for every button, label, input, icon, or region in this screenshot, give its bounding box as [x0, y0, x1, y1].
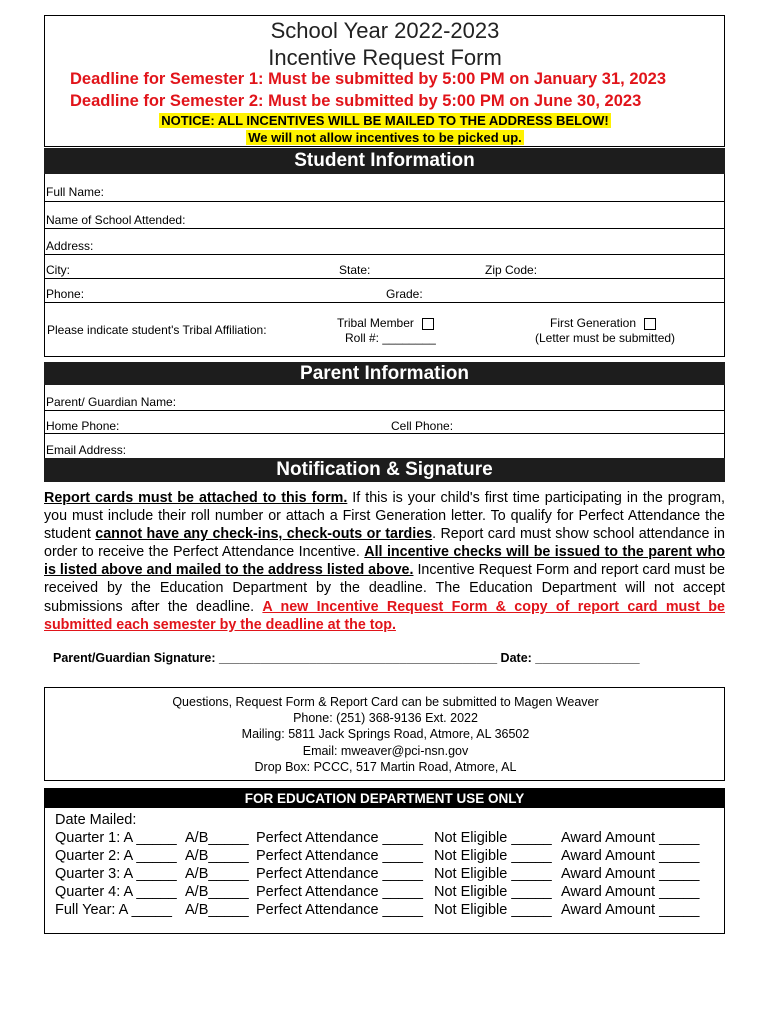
tribal-member-option[interactable]: Tribal Member	[337, 316, 434, 330]
field-address[interactable]: Address:	[44, 229, 725, 255]
field-parent-name[interactable]: Parent/ Guardian Name:	[44, 385, 725, 411]
contact-drop-box: Drop Box: PCCC, 517 Martin Road, Atmore, AL	[254, 760, 517, 774]
notification-text: Report cards must be attached to this form. If this is your child's first time participating in the program, you must include their roll number or attach a First Generation letter. To qualify for Perfect Attendance the student cannot have any check-ins, check-outs or tardies. Report card must show school attendance in order to receive the Perfect Attendance Incentive. All incentive checks will be issued to the parent who is listed above and mailed to the address listed above. Incentive Request Form and report card must be received by the Education Department by the deadline. The Education Department will not accept submissions after the deadline. A new Incentive Request Form & copy of report card must be submitted each semester by the deadline at the top.	[44, 490, 726, 633]
contact-mailing: Mailing: 5811 Jack Springs Road, Atmore, AL 36502	[241, 727, 530, 741]
home-phone-label: Home Phone:	[46, 419, 120, 433]
city-label: City:	[46, 263, 70, 277]
date-mailed[interactable]: Date Mailed:	[55, 812, 137, 828]
cell-phone-label: Cell Phone:	[391, 419, 454, 433]
contact-phone: Phone: (251) 368-9136 Ext. 2022	[293, 711, 478, 725]
grade-label: Grade:	[386, 287, 423, 301]
first-generation-checkbox[interactable]	[644, 318, 656, 330]
first-generation-option[interactable]: First Generation	[550, 316, 656, 330]
deadline-semester-2: Deadline for Semester 2: Must be submitted by 5:00 PM on June 30, 2023	[70, 92, 642, 110]
roll-number: Roll #: ________	[345, 331, 436, 345]
field-parent-phones[interactable]	[44, 411, 725, 434]
contact-email: Email: mweaver@pci-nsn.gov	[302, 744, 469, 758]
section-notification-signature: Notification & Signature	[44, 458, 725, 482]
form-title-year: School Year 2022-2023	[270, 18, 500, 43]
contact-questions: Questions, Request Form & Report Card can be submitted to Magen Weaver	[172, 695, 599, 709]
field-school[interactable]: Name of School Attended:	[44, 202, 725, 229]
notice-mailed: NOTICE: ALL INCENTIVES WILL BE MAILED TO THE ADDRESS BELOW!	[161, 113, 609, 128]
field-full-name[interactable]: Full Name:	[44, 174, 725, 202]
contact-box	[44, 687, 725, 781]
section-parent-information: Parent Information	[44, 362, 725, 385]
deadline-semester-1: Deadline for Semester 1: Must be submitted by 5:00 PM on January 31, 2023	[70, 70, 667, 88]
phone-label: Phone:	[46, 287, 85, 301]
education-department-box: FOR EDUCATION DEPARTMENT USE ONLY Date Mailed: Quarter 1: A _____ A/B_____ Perfect Attendance _____ Not Eligible _____ Award Amount _____ Quarter 2: A _____ A/B_____ Perfect Attendance _____ Not Eligible _____ Award Amount _____ Quarter 3: A _____ A/B_____ Perfect Attendance _____ Not Eligible _____ Award Amount _____ Quarter 4: A _____ A/B_____ Perfect Attendance _____ Not Eligible _____ Award Amount _____ Full Year: A _____ A/B_____ Perfect Attendance _____ Not Eligible _____ Award Amount _____	[44, 788, 725, 934]
field-phone-grade[interactable]	[44, 279, 725, 303]
signature-line[interactable]: Parent/Guardian Signature: ________________________________________ Date: _______________	[53, 651, 640, 665]
field-city-state-zip[interactable]	[44, 255, 725, 279]
form-title: Incentive Request Form	[268, 45, 502, 70]
field-tribal-affiliation[interactable]: Please indicate student's Tribal Affiliation: Tribal Member Roll #: ________ First Generation (Letter must be submitted)	[44, 303, 725, 357]
tribal-member-checkbox[interactable]	[422, 318, 434, 330]
state-label: State:	[339, 263, 371, 277]
section-student-information: Student Information	[44, 148, 725, 174]
field-parent-email[interactable]: Email Address:	[44, 434, 725, 458]
notice-no-pickup: We will not allow incentives to be picked up.	[248, 130, 522, 145]
letter-note: (Letter must be submitted)	[535, 331, 676, 345]
zip-label: Zip Code:	[485, 263, 538, 277]
edu-use-only-heading: FOR EDUCATION DEPARTMENT USE ONLY	[45, 789, 724, 808]
